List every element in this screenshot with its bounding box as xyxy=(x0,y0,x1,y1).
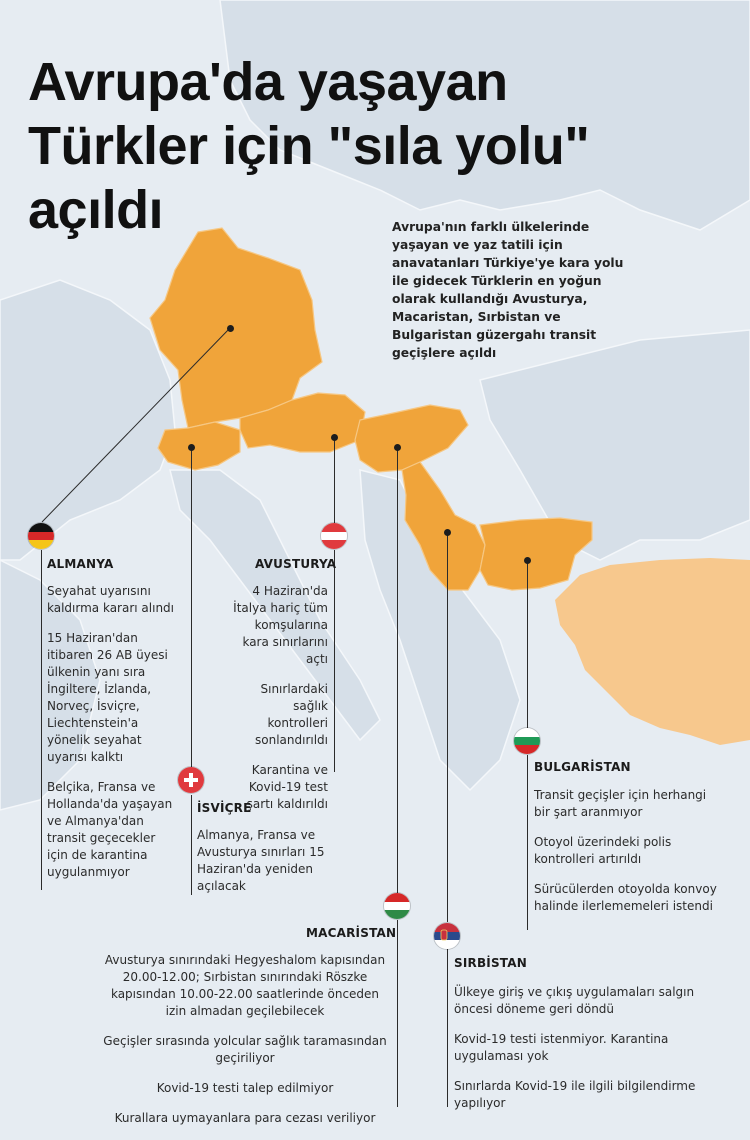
switzerland-dot xyxy=(188,444,195,451)
germany-leader-vertical xyxy=(41,550,42,890)
macaristan-notes xyxy=(100,952,390,1140)
country-name-macaristan: MACARİSTAN xyxy=(306,926,397,940)
note-item: Karantina ve Kovid-19 test şartı kaldırıldı xyxy=(246,763,328,811)
hungary-dot xyxy=(394,444,401,451)
note-item: Sınırlardaki sağlık kontrolleri sonlandırıldı xyxy=(255,682,328,747)
serbia-flag-icon xyxy=(434,923,460,949)
isvicre-notes xyxy=(197,827,327,908)
note-item: Belçika, Fransa ve Hollanda'da yaşayan ve Almanya'dan transit geçecekler için de karantina uygulanmıyor xyxy=(47,780,173,879)
bulgaria-leader-lower xyxy=(527,755,528,930)
intro-text: Avrupa'nın farklı ülkelerinde yaşayan ve yaz tatili için anavatanları Türkiye'ye kara yolu ile gidecek Türklerin en yoğun olarak kullandığı Avusturya, Macaristan, Sırbistan ve Bulgaristan güzergahı transit geçişlere açıldı xyxy=(392,220,624,360)
note-item: Transit geçişler için herhangi bir şart aranmıyor xyxy=(534,788,707,819)
title-line: açıldı xyxy=(28,180,164,240)
note-item: Sınırlarda Kovid-19 ile ilgili bilgilendirme yapılıyor xyxy=(454,1079,696,1110)
page-title xyxy=(28,50,668,242)
note-item: 15 Haziran'dan itibaren 26 AB üyesi ülkenin yanı sıra İngiltere, İzlanda, Norveç, İsviçre, Liechtenstein'a yönelik seyahat uyarısı kalktı xyxy=(47,631,168,764)
country-name-avusturya: AVUSTURYA xyxy=(255,557,337,571)
note-item: 4 Haziran'da İtalya hariç tüm komşularına kara sınırlarını açtı xyxy=(233,584,328,666)
note-item: Ülkeye giriş ve çıkış uygulamaları salgın öncesi döneme geri döndü xyxy=(454,985,695,1016)
austria-dot xyxy=(331,434,338,441)
austria-leader-lower xyxy=(334,550,335,772)
serbia-leader xyxy=(447,532,448,922)
austria-leader xyxy=(334,437,335,523)
bulgaria-dot xyxy=(524,557,531,564)
avusturya-notes xyxy=(232,583,328,826)
note-item: Geçişler sırasında yolcular sağlık taramasından geçiriliyor xyxy=(103,1034,387,1065)
note-item: Kovid-19 testi talep edilmiyor xyxy=(156,1081,334,1095)
note-item: Kurallara uymayanlara para cezası veriliyor xyxy=(114,1111,376,1125)
bulgaria-leader xyxy=(527,560,528,728)
title-line: Avrupa'da yaşayan xyxy=(28,52,508,112)
note-item: Otoyol üzerindeki polis kontrolleri artırıldı xyxy=(534,835,672,866)
hungary-leader xyxy=(397,447,398,893)
switzerland-leader-lower xyxy=(191,795,192,895)
bulgaria-flag-icon xyxy=(514,728,540,754)
note-item: Almanya, Fransa ve Avusturya sınırları 15 Haziran'da yeniden açılacak xyxy=(197,828,325,893)
serbia-dot xyxy=(444,529,451,536)
germany-flag-icon xyxy=(28,523,54,549)
note-item: Avusturya sınırındaki Hegyeshalom kapısından 20.00-12.00; Sırbistan sınırındaki Röszke kapısından 10.00-22.00 saatlerinde önceden izin almadan geçilebilecek xyxy=(104,953,386,1018)
serbia-leader-lower xyxy=(447,949,448,1107)
country-name-sirbistan: SIRBİSTAN xyxy=(454,956,527,970)
country-name-isvicre: İSVİÇRE xyxy=(197,801,252,815)
country-name-bulgaristan: BULGARİSTAN xyxy=(534,760,631,774)
title-line: Türkler için "sıla yolu" xyxy=(28,116,590,176)
switzerland-leader xyxy=(191,447,192,767)
switzerland-flag-icon xyxy=(178,767,204,793)
hungary-flag-icon xyxy=(384,893,410,919)
country-name-almanya: ALMANYA xyxy=(47,557,114,571)
sirbistan-notes xyxy=(454,984,704,1125)
germany-dot xyxy=(227,325,234,332)
austria-flag-icon xyxy=(321,523,347,549)
note-item: Seyahat uyarısını kaldırma kararı alındı xyxy=(47,584,174,615)
bulgaristan-notes xyxy=(534,787,724,928)
note-item: Sürücülerden otoyolda konvoy halinde ilerlememeleri istendi xyxy=(534,882,717,913)
almanya-notes xyxy=(47,583,177,894)
note-item: Kovid-19 testi istenmiyor. Karantina uygulaması yok xyxy=(454,1032,669,1063)
hungary-leader-lower xyxy=(397,920,398,1107)
